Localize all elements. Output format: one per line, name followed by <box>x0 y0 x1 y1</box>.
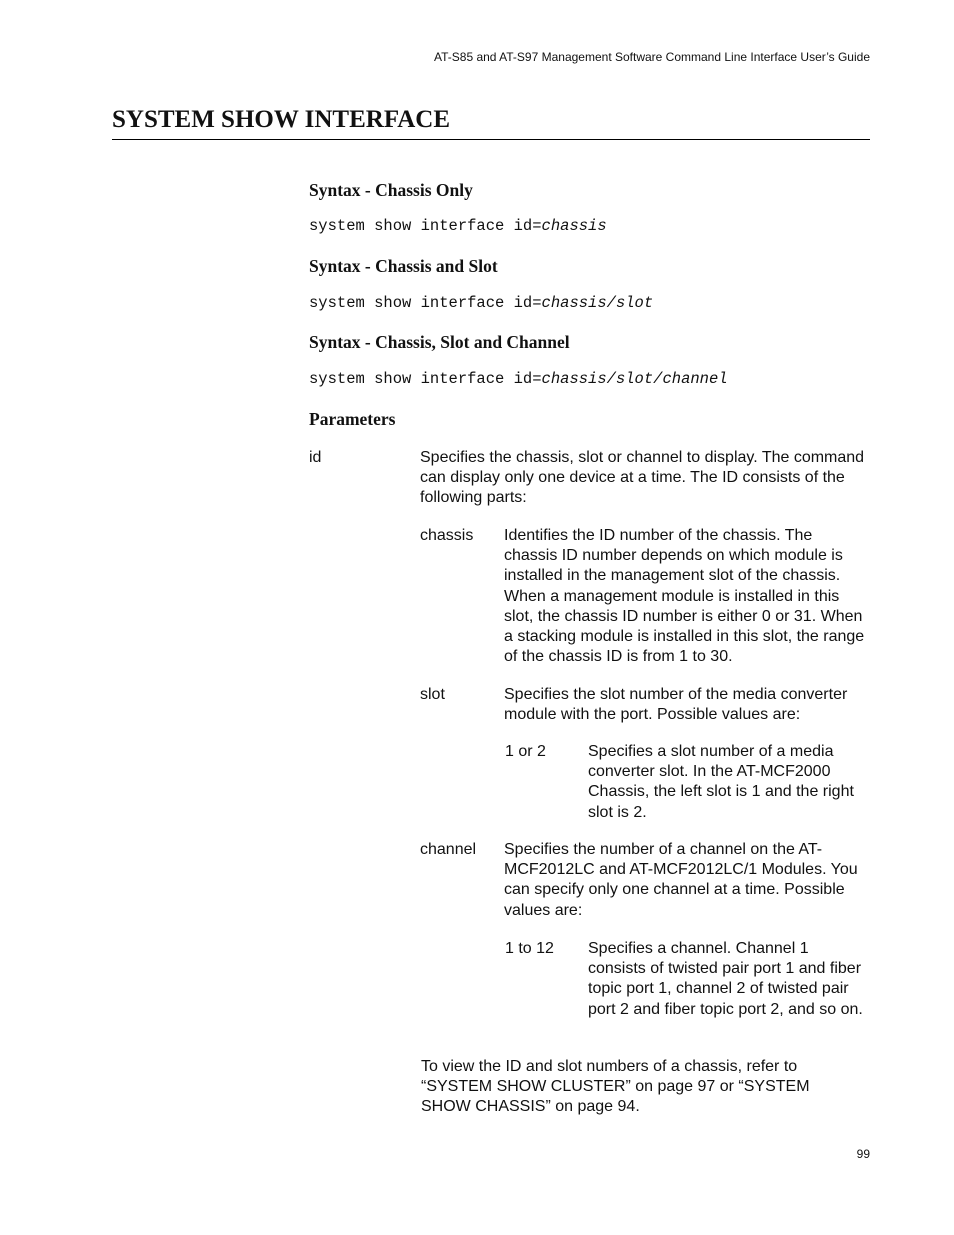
param-term-channel: channel <box>420 841 477 858</box>
syntax-command-chassis-slot-channel <box>309 370 728 388</box>
syntax-heading-chassis-slot: Syntax - Chassis and Slot <box>309 256 498 276</box>
param-desc-chassis: Identifies the ID number of the chassis. The chassis ID number depends on which module is installed in the management slot of the chassis. When a management module is installed in this slot, the chassis ID number is either 0 or 31. When a stacking module is installed in this slot, the range of the chassis ID is from 1 to 30. <box>504 527 865 666</box>
syntax-command-args: chassis/slot <box>541 294 654 312</box>
slot-value-desc: Specifies a slot number of a media converter slot. In the AT-MCF2000 Chassis, the left slot is 1 and the right slot is 2. <box>588 743 854 821</box>
param-term-slot: slot <box>420 686 445 703</box>
syntax-command-args: chassis <box>541 217 607 235</box>
param-term-id: id <box>309 449 322 466</box>
param-term-chassis: chassis <box>420 527 474 544</box>
slot-value-term: 1 or 2 <box>505 743 546 760</box>
syntax-heading-chassis: Syntax - Chassis Only <box>309 180 473 200</box>
param-desc-channel: Specifies the number of a channel on the AT-MCF2012LC and AT-MCF2012LC/1 Modules. You can specify only one channel at a time. Possible values are: <box>504 841 858 919</box>
cross-reference-note: To view the ID and slot numbers of a chassis, refer to “SYSTEM SHOW CLUSTER” on page 97 or “SYSTEM SHOW CHASSIS” on page 94. <box>421 1058 810 1116</box>
syntax-command-chassis-slot <box>309 294 653 312</box>
param-desc-slot: Specifies the slot number of the media converter module with the port. Possible values are: <box>504 686 848 724</box>
channel-value-term: 1 to 12 <box>505 940 554 957</box>
syntax-command-chassis <box>309 217 607 235</box>
page-title: SYSTEM SHOW INTERFACE <box>112 106 451 133</box>
page-number: 99 <box>856 1147 870 1161</box>
title-divider <box>112 139 870 140</box>
param-desc-id: Specifies the chassis, slot or channel to display. The command can display only one device at a time. The ID consists of the following parts: <box>420 449 865 507</box>
syntax-heading-chassis-slot-channel: Syntax - Chassis, Slot and Channel <box>309 332 570 352</box>
channel-value-desc: Specifies a channel. Channel 1 consists of twisted pair port 1 and fiber topic port 1, channel 2 of twisted pair port 2 and fiber topic port 2, and so on. <box>588 940 863 1018</box>
syntax-command-args: chassis/slot/channel <box>541 370 728 388</box>
syntax-command-text: system show interface id= <box>309 294 542 312</box>
running-header: AT-S85 and AT-S97 Management Software Command Line Interface User’s Guide <box>433 50 870 64</box>
syntax-command-text: system show interface id= <box>309 217 542 235</box>
syntax-command-text: system show interface id= <box>309 370 542 388</box>
parameters-heading: Parameters <box>309 409 396 429</box>
